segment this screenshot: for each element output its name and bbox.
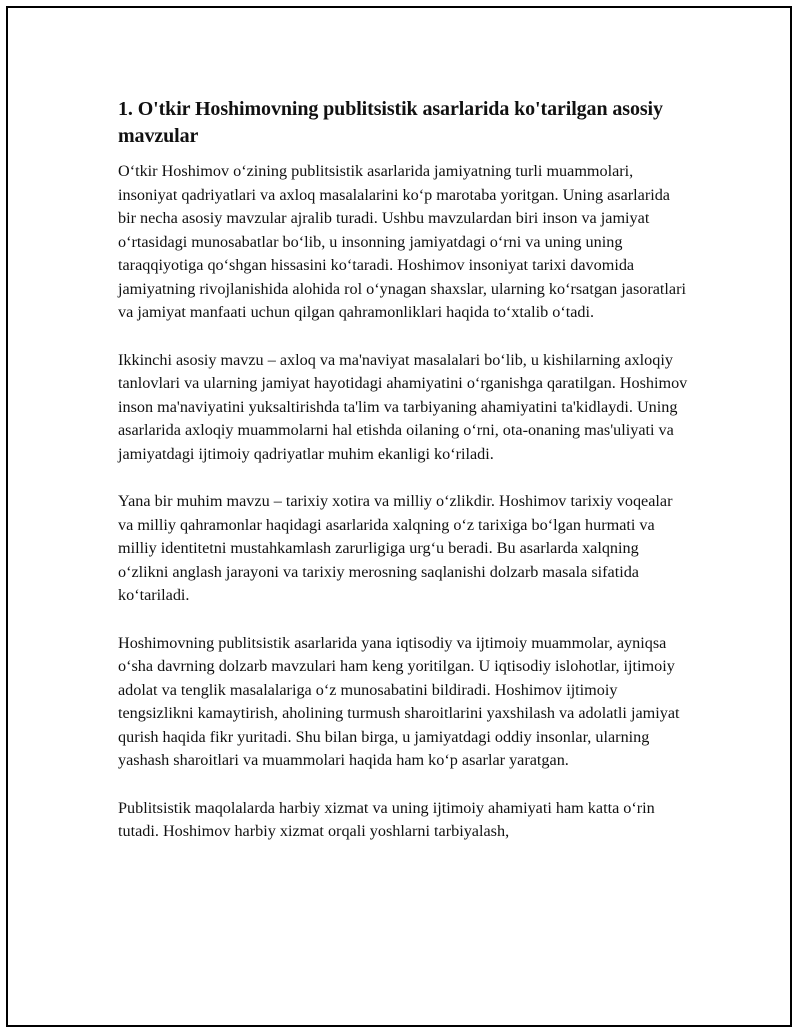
paragraph-2: Ikkinchi asosiy mavzu – axloq va ma'naviyat masalalari bo‘lib, u kishilarning axloqiy tanlovlari va ularning jamiyat hayotidagi ahamiyatini o‘rganishga qaratilgan. Hoshimov inson ma'naviyatini yuksaltirishda ta'lim va tarbiyaning ahamiyatini ta'kidlaydi. Uning asarlarida axloqiy muammolarni hal etishda oilaning o‘rni, ota-onaning mas'uliyati va jamiyatdagi ijtimoiy qadriyatlar muhim ekanligi ko‘riladi. [118, 350, 688, 463]
paragraph-4: Hoshimovning publitsistik asarlarida yana iqtisodiy va ijtimoiy muammolar, ayniqsa o‘sha davrning dolzarb mavzulari ham keng yoritilgan. U iqtisodiy islohotlar, ijtimoiy adolat va tenglik masalalariga o‘z munosabatini bildiradi. Hoshimov ijtimoiy tengsizlikni kamaytirish, aholining turmush sharoitlarini yaxshilash va adolatli jamiyat qurish haqida fikr yuritadi. Shu bilan birga, u jamiyatdagi oddiy insonlar, ularning yashash sharoitlari va muammolari haqida ham ko‘p asarlar yaratgan. [118, 633, 680, 769]
paragraph-3: Yana bir muhim mavzu – tarixiy xotira va milliy o‘zlikdir. Hoshimov tarixiy voqealar va milliy qahramonlar haqidagi asarlarida xalqning o‘z tarixiga bo‘lgan hurmati va milliy identitetni mustahkamlash zarurligiga urg‘u beradi. Bu asarlarda xalqning o‘zlikni anglash jarayoni va tarixiy merosning saqlanishi dolzarb masala sifatida ko‘tariladi. [118, 492, 673, 604]
document-body [118, 96, 688, 868]
paragraph-5: Publitsistik maqolalarda harbiy xizmat va uning ijtimoiy ahamiyati ham katta o‘rin tutadi. Hoshimov harbiy xizmat orqali yoshlarni tarbiyalash, [118, 798, 655, 840]
paragraph-1: O‘tkir Hoshimov o‘zining publitsistik asarlarida jamiyatning turli muammolari, insoniyat qadriyatlari va axloq masalalarini ko‘p marotaba yoritgan. Uning asarlarida bir necha asosiy mavzular ajralib turadi. Ushbu mavzulardan biri inson va jamiyat o‘rtasidagi munosabatlar bo‘lib, u insonning jamiyatdagi o‘rni va uning uning taraqqiyotiga qo‘shgan hissasini ko‘taradi. Hoshimov insoniyat tarixi davomida jamiyatning rivojlanishida alohida rol o‘ynagan shaxslar, ularning ko‘rsatgan jasoratlari va jamiyat manfaati uchun qilgan qahramonliklari haqida to‘xtalib o‘tadi. [118, 162, 687, 321]
section-heading: 1. O'tkir Hoshimovning publitsistik asarlarida ko'tarilgan asosiy mavzular [118, 98, 663, 147]
